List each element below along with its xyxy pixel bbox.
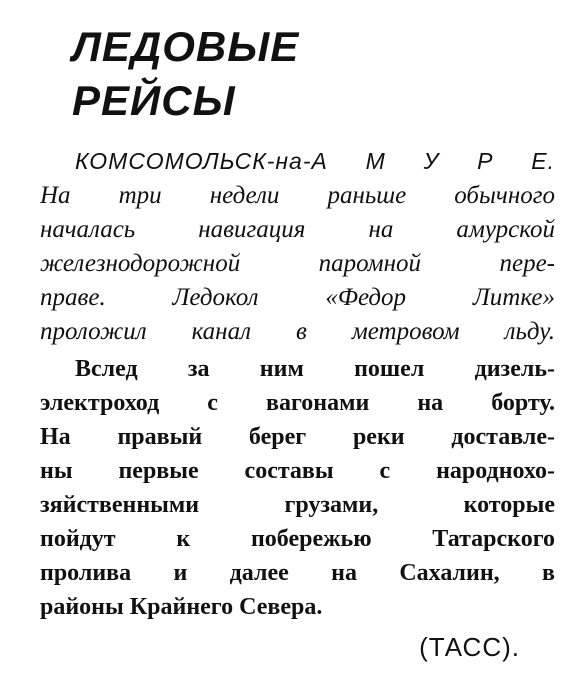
lead-line-4: праве. Ледокол «Федор Литке»	[40, 284, 555, 311]
body-line-4: ны первые составы с народнохо-	[40, 458, 555, 484]
body-line-5: зяйственными грузами, которые	[40, 492, 555, 518]
article-signature: (ТАСС).	[419, 632, 520, 662]
body-line-2: электроход с вагонами на борту.	[40, 390, 555, 416]
body-line-7: пролива и далее на Сахалин, в	[40, 560, 555, 586]
headline-line-1: ЛЕДОВЫЕ	[72, 23, 300, 70]
article-dateline: КОМСОМОЛЬСК-на-А М У Р Е.	[75, 148, 555, 174]
lead-line-3: железнодорожной паромной пере-	[40, 250, 555, 277]
body-line-6: пойдут к побережью Татарского	[40, 526, 555, 552]
lead-line-5: проложил канал в метровом льду.	[40, 318, 555, 345]
body-line-8: районы Крайнего Севера.	[40, 594, 323, 620]
headline-line-2: РЕЙСЫ	[72, 77, 236, 124]
body-line-3: На правый берег реки доставле-	[40, 424, 555, 450]
article-headline	[72, 20, 299, 128]
lead-line-2: началась навигация на амурской	[40, 216, 555, 243]
lead-line-1: На три недели раньше обычного	[40, 182, 555, 209]
body-line-1: Вслед за ним пошел дизель-	[75, 356, 555, 382]
